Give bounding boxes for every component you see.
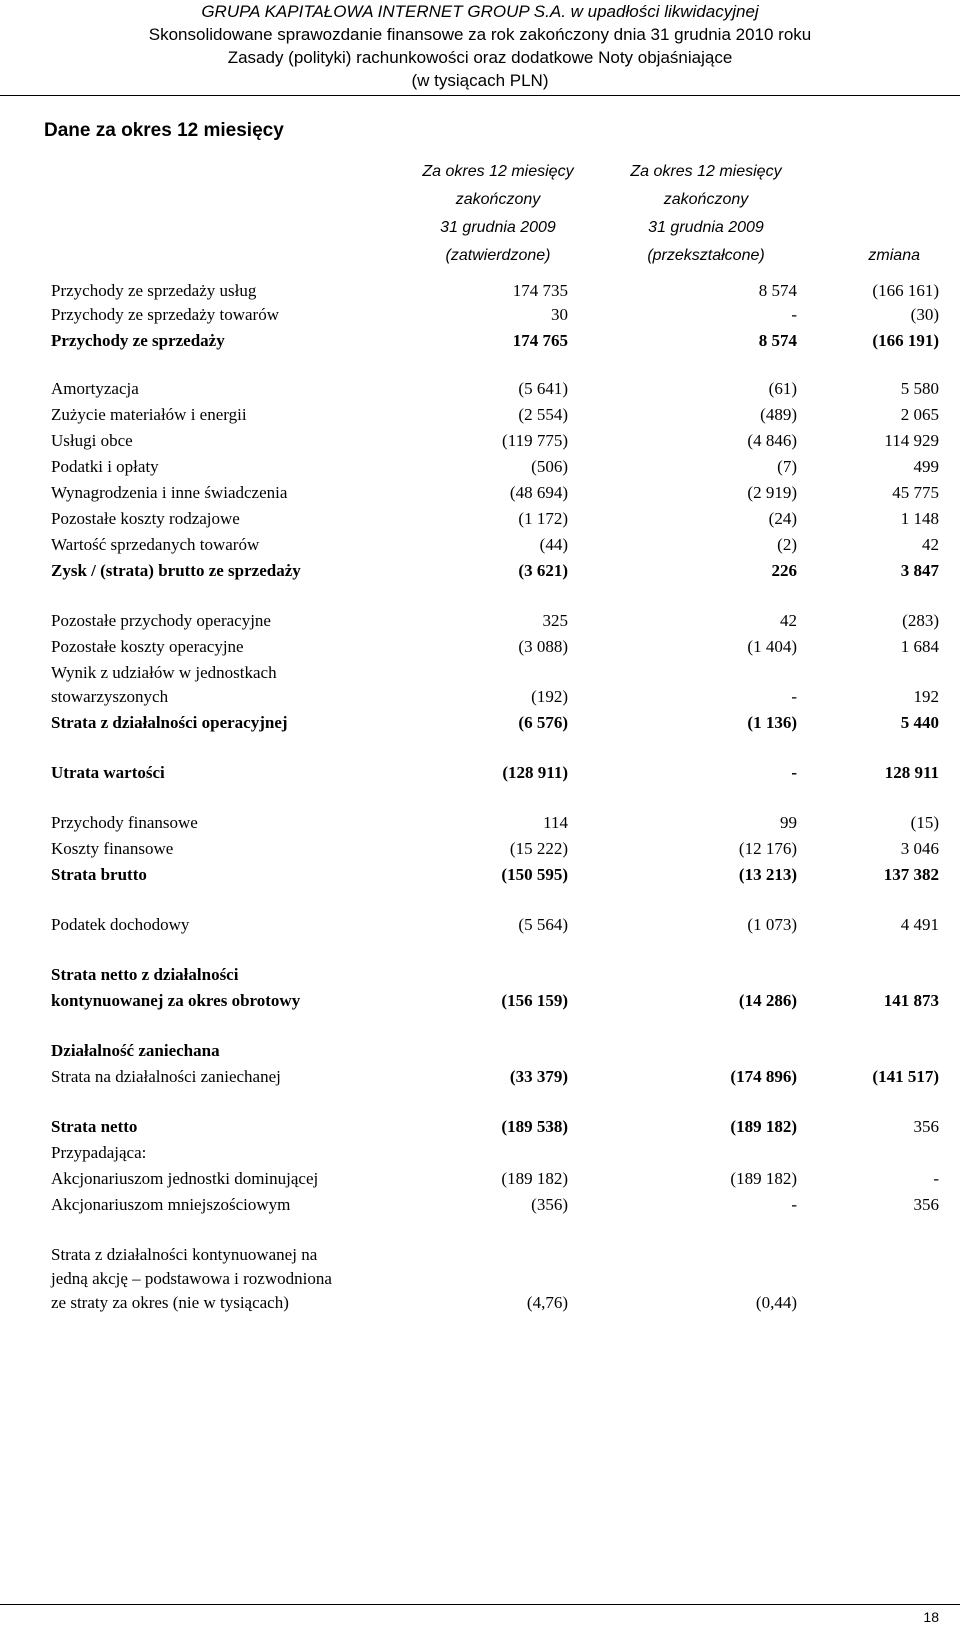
row-label: Przychody finansowe bbox=[51, 813, 198, 832]
value-change: (166 161) bbox=[872, 281, 939, 300]
value-2009-approved: (189 182) bbox=[501, 1169, 568, 1188]
table-row bbox=[0, 810, 960, 836]
value-2009-restated: (189 182) bbox=[730, 1117, 797, 1136]
table-row bbox=[0, 532, 960, 558]
value-2009-restated: - bbox=[791, 763, 797, 782]
value-2009-approved: (3 621) bbox=[518, 561, 568, 580]
value-change: 2 065 bbox=[900, 405, 939, 424]
value-change: 5 440 bbox=[900, 713, 939, 732]
row-label: Podatek dochodowy bbox=[51, 915, 190, 934]
value-2009-approved: (5 564) bbox=[518, 915, 568, 934]
value-2009-restated: (24) bbox=[768, 509, 797, 528]
row-label: Strata na działalności zaniechanej bbox=[51, 1067, 281, 1086]
value-2009-restated: (1 136) bbox=[747, 713, 797, 732]
table-row bbox=[0, 376, 960, 402]
table-row bbox=[0, 480, 960, 506]
table-row bbox=[0, 1266, 960, 1292]
value-change: (15) bbox=[910, 813, 939, 832]
row-label: Akcjonariuszom mniejszościowym bbox=[51, 1195, 291, 1214]
value-2009-restated: - bbox=[791, 687, 797, 706]
row-label: kontynuowanej za okres obrotowy bbox=[51, 991, 301, 1010]
value-change: 1 148 bbox=[900, 509, 939, 528]
row-label: Amortyzacja bbox=[51, 379, 139, 398]
currency-note: (w tysiącach PLN) bbox=[411, 71, 549, 90]
value-2009-restated: (489) bbox=[760, 405, 797, 424]
column-header-line: (przekształcone) bbox=[647, 247, 765, 264]
value-2009-approved: (506) bbox=[531, 457, 568, 476]
column-header-line: Za okres 12 miesięcy bbox=[422, 163, 574, 180]
value-change: - bbox=[933, 1169, 939, 1188]
row-label: Podatki i opłaty bbox=[51, 457, 159, 476]
value-change: 4 491 bbox=[900, 915, 939, 934]
row-label: Zysk / (strata) brutto ze sprzedaży bbox=[51, 561, 301, 580]
column-header-line: zakończony bbox=[663, 191, 749, 208]
row-label: Utrata wartości bbox=[51, 763, 165, 782]
value-2009-approved: (189 538) bbox=[501, 1117, 568, 1136]
value-change: 1 684 bbox=[900, 637, 939, 656]
value-change: 356 bbox=[913, 1195, 939, 1214]
report-title: Skonsolidowane sprawozdanie finansowe za rok zakończony dnia 31 grudnia 2010 roku bbox=[148, 25, 812, 44]
value-change: 356 bbox=[913, 1117, 939, 1136]
row-label: Usługi obce bbox=[51, 431, 133, 450]
table-row bbox=[0, 760, 960, 786]
value-2009-approved: (356) bbox=[531, 1195, 568, 1214]
row-label: Przychody ze sprzedaży towarów bbox=[51, 305, 279, 324]
value-2009-approved: (2 554) bbox=[518, 405, 568, 424]
value-2009-restated: (2 919) bbox=[747, 483, 797, 502]
value-2009-restated: (174 896) bbox=[730, 1067, 797, 1086]
value-2009-approved: (4,76) bbox=[526, 1293, 568, 1312]
table-row bbox=[0, 1242, 960, 1268]
value-2009-approved: (3 088) bbox=[518, 637, 568, 656]
value-2009-approved: (150 595) bbox=[501, 865, 568, 884]
table-row bbox=[0, 302, 960, 328]
company-name: GRUPA KAPITAŁOWA INTERNET GROUP S.A. w upadłości likwidacyjnej bbox=[201, 2, 759, 21]
table-row bbox=[0, 1038, 960, 1064]
value-2009-approved: (119 775) bbox=[502, 431, 568, 450]
value-change: 499 bbox=[913, 457, 939, 476]
value-2009-restated: 42 bbox=[780, 611, 797, 630]
column-header-change: zmiana bbox=[868, 247, 920, 264]
row-label: Strata netto bbox=[51, 1117, 138, 1136]
table-row bbox=[0, 1166, 960, 1192]
value-2009-restated: (7) bbox=[777, 457, 797, 476]
value-2009-approved: (15 222) bbox=[509, 839, 568, 858]
table-row bbox=[0, 1140, 960, 1166]
value-2009-approved: 30 bbox=[551, 305, 568, 324]
value-2009-approved: 174 765 bbox=[512, 331, 568, 350]
table-row bbox=[0, 660, 960, 686]
footer-divider bbox=[0, 1604, 960, 1605]
table-row bbox=[0, 684, 960, 710]
row-label: Strata netto z działalności bbox=[51, 965, 239, 984]
row-label: Zużycie materiałów i energii bbox=[51, 405, 247, 424]
row-label: Wynagrodzenia i inne świadczenia bbox=[51, 483, 288, 502]
table-row bbox=[0, 428, 960, 454]
value-change: (141 517) bbox=[872, 1067, 939, 1086]
page-number: 18 bbox=[923, 1609, 939, 1625]
row-label: jedną akcję – podstawowa i rozwodniona bbox=[51, 1269, 332, 1288]
value-2009-restated: - bbox=[791, 305, 797, 324]
value-2009-restated: 8 574 bbox=[758, 281, 797, 300]
value-2009-approved: (48 694) bbox=[509, 483, 568, 502]
table-row bbox=[0, 402, 960, 428]
table-row bbox=[0, 634, 960, 660]
row-label: Przychody ze sprzedaży usług bbox=[51, 281, 257, 300]
table-row bbox=[0, 836, 960, 862]
value-change: 114 929 bbox=[884, 431, 939, 450]
row-label: Strata brutto bbox=[51, 865, 147, 884]
row-label: stowarzyszonych bbox=[51, 687, 169, 706]
value-change: (166 191) bbox=[872, 331, 939, 350]
value-2009-restated: (189 182) bbox=[730, 1169, 797, 1188]
document-header bbox=[0, 0, 960, 92]
value-change: 137 382 bbox=[883, 865, 939, 884]
value-change: 128 911 bbox=[884, 763, 939, 782]
column-header-restated bbox=[596, 158, 816, 270]
table-row bbox=[0, 454, 960, 480]
row-label: Przychody ze sprzedaży bbox=[51, 331, 225, 350]
table-row bbox=[0, 608, 960, 634]
row-label: Koszty finansowe bbox=[51, 839, 174, 858]
table-row bbox=[0, 328, 960, 354]
value-2009-restated: (12 176) bbox=[738, 839, 797, 858]
value-2009-restated: - bbox=[791, 1195, 797, 1214]
value-2009-restated: (14 286) bbox=[738, 991, 797, 1010]
column-header-line: (zatwierdzone) bbox=[445, 247, 551, 264]
value-2009-restated: (4 846) bbox=[747, 431, 797, 450]
value-change: (283) bbox=[902, 611, 939, 630]
report-subtitle: Zasady (polityki) rachunkowości oraz dodatkowe Noty objaśniające bbox=[227, 48, 733, 67]
row-label: Wynik z udziałów w jednostkach bbox=[51, 663, 277, 682]
table-row bbox=[0, 278, 960, 304]
value-change: 3 046 bbox=[900, 839, 939, 858]
value-2009-approved: (192) bbox=[531, 687, 568, 706]
table-row bbox=[0, 1064, 960, 1090]
row-label: Pozostałe przychody operacyjne bbox=[51, 611, 271, 630]
value-2009-approved: (1 172) bbox=[518, 509, 568, 528]
value-change: 192 bbox=[913, 687, 939, 706]
value-change: 3 847 bbox=[900, 561, 939, 580]
table-row bbox=[0, 988, 960, 1014]
row-label: Wartość sprzedanych towarów bbox=[51, 535, 260, 554]
value-change: (30) bbox=[910, 305, 939, 324]
value-2009-approved: (156 159) bbox=[501, 991, 568, 1010]
table-row bbox=[0, 1290, 960, 1316]
row-label: Pozostałe koszty operacyjne bbox=[51, 637, 244, 656]
value-2009-restated: 99 bbox=[780, 813, 797, 832]
value-2009-approved: 325 bbox=[542, 611, 568, 630]
section-title: Dane za okres 12 miesięcy bbox=[44, 120, 284, 141]
value-2009-approved: (5 641) bbox=[518, 379, 568, 398]
value-2009-restated: 8 574 bbox=[758, 331, 797, 350]
column-header-line: 31 grudnia 2009 bbox=[648, 219, 764, 236]
row-label: Strata z działalności kontynuowanej na bbox=[51, 1245, 318, 1264]
value-2009-restated: (1 073) bbox=[747, 915, 797, 934]
value-2009-approved: 114 bbox=[543, 813, 568, 832]
value-2009-approved: (128 911) bbox=[502, 763, 568, 782]
table-row bbox=[0, 962, 960, 988]
value-2009-approved: (33 379) bbox=[509, 1067, 568, 1086]
value-2009-approved: 174 735 bbox=[512, 281, 568, 300]
row-label: Działalność zaniechana bbox=[51, 1041, 220, 1060]
value-2009-restated: (0,44) bbox=[755, 1293, 797, 1312]
row-label: Pozostałe koszty rodzajowe bbox=[51, 509, 240, 528]
table-row bbox=[0, 912, 960, 938]
header-divider bbox=[0, 95, 960, 96]
table-row bbox=[0, 506, 960, 532]
value-2009-approved: (44) bbox=[539, 535, 568, 554]
value-2009-restated: (2) bbox=[777, 535, 797, 554]
row-label: Strata z działalności operacyjnej bbox=[51, 713, 288, 732]
row-label: Przypadająca: bbox=[51, 1143, 147, 1162]
value-2009-restated: 226 bbox=[771, 561, 797, 580]
value-change: 45 775 bbox=[892, 483, 939, 502]
table-row bbox=[0, 862, 960, 888]
value-2009-approved: (6 576) bbox=[518, 713, 568, 732]
value-change: 5 580 bbox=[900, 379, 939, 398]
value-change: 42 bbox=[922, 535, 939, 554]
table-row bbox=[0, 1192, 960, 1218]
table-row bbox=[0, 1114, 960, 1140]
column-header-approved bbox=[398, 158, 598, 270]
table-row bbox=[0, 710, 960, 736]
column-header-line: Za okres 12 miesięcy bbox=[630, 163, 782, 180]
value-change: 141 873 bbox=[883, 991, 939, 1010]
value-2009-restated: (13 213) bbox=[738, 865, 797, 884]
value-2009-restated: (61) bbox=[768, 379, 797, 398]
row-label: Akcjonariuszom jednostki dominującej bbox=[51, 1169, 319, 1188]
column-header-line: 31 grudnia 2009 bbox=[440, 219, 556, 236]
column-header-line: zakończony bbox=[455, 191, 541, 208]
value-2009-restated: (1 404) bbox=[747, 637, 797, 656]
table-row bbox=[0, 558, 960, 584]
row-label: ze straty za okres (nie w tysiącach) bbox=[51, 1293, 289, 1312]
